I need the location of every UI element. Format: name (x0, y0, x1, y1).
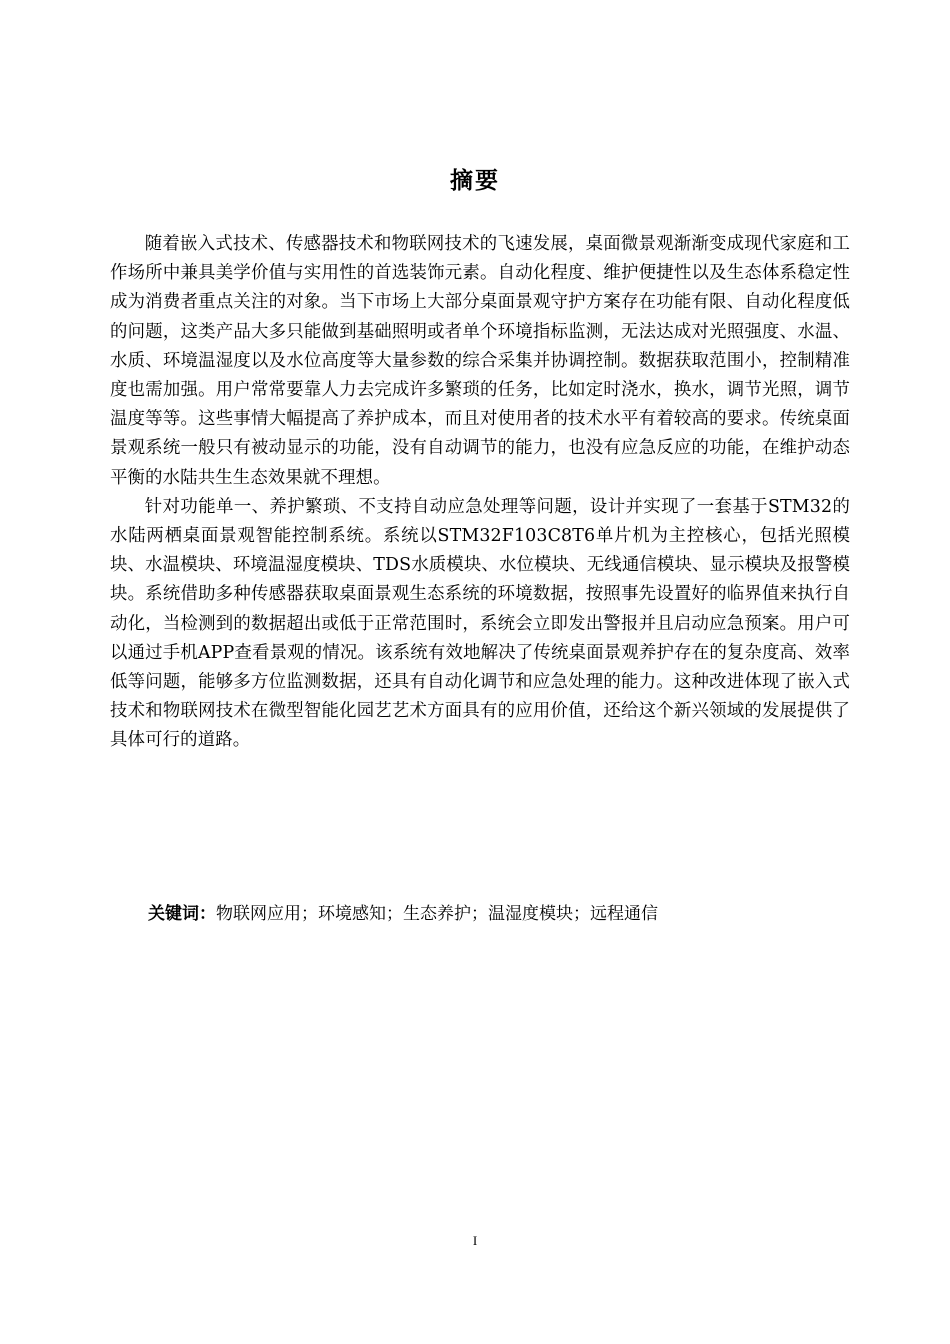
paragraph-2: 针对功能单一、养护繁琐、不支持自动应急处理等问题，设计并实现了一套基于STM32的水陆两栖桌面景观智能控制系统。系统以STM32F103C8T6单片机为主控核心，包括光照模块、水温模块、环境温湿度模块、TDS水质模块、水位模块、无线通信模块、显示模块及报警模块。系统借助多种传感器获取桌面景观生态系统的环境数据，按照事先设置好的临界值来执行自动化，当检测到的数据超出或低于正常范围时，系统会立即发出警报并且启动应急预案。用户可以通过手机APP查看景观的情况。该系统有效地解决了传统桌面景观养护存在的复杂度高、效率低等问题，能够多方位监测数据，还具有自动化调节和应急处理的能力。这种改进体现了嵌入式技术和物联网技术在微型智能化园艺艺术方面具有的应用价值，还给这个新兴领域的发展提供了具体可行的道路。 (110, 496, 850, 751)
page-title: 摘要 (450, 168, 500, 194)
keywords-value: 物联网应用；环境感知；生态养护；温湿度模块；远程通信 (216, 904, 658, 924)
keywords-label: 关键词： (148, 904, 216, 924)
page-number: I (472, 1233, 478, 1248)
abstract-body (110, 230, 850, 756)
keywords-line (148, 900, 848, 929)
paragraph-1: 随着嵌入式技术、传感器技术和物联网技术的飞速发展，桌面微景观渐渐变成现代家庭和工作场所中兼具美学价值与实用性的首选装饰元素。自动化程度、维护便捷性以及生态体系稳定性成为消费者重点关注的对象。当下市场上大部分桌面景观守护方案存在功能有限、自动化程度低的问题，这类产品大多只能做到基础照明或者单个环境指标监测，无法达成对光照强度、水温、水质、环境温湿度以及水位高度等大量参数的综合采集并协调控制。数据获取范围小，控制精准度也需加强。用户常常要靠人力去完成许多繁琐的任务，比如定时浇水，换水，调节光照，调节温度等等。这些事情大幅提高了养护成本，而且对使用者的技术水平有着较高的要求。传统桌面景观系统一般只有被动显示的功能，没有自动调节的能力，也没有应急反应的功能，在维护动态平衡的水陆共生生态效果就不理想。 (110, 234, 850, 488)
